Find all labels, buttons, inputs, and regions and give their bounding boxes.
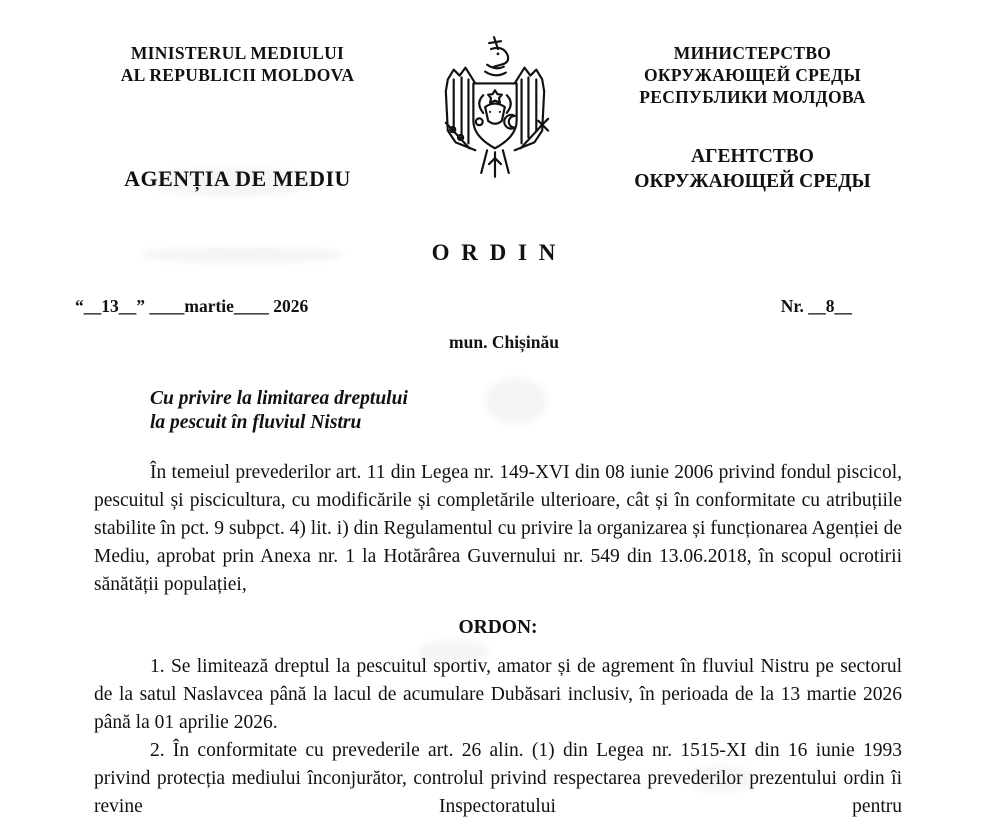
agency-name-ru (570, 144, 935, 194)
ministry-name-ro-line-1: MINISTERUL MEDIULUI (130, 43, 345, 63)
date-number-row (0, 296, 990, 317)
order-item-1: 1. Se limitează dreptul la pescuitul sportiv, amator și de agrement în fluviul Nistru pe sectorul de la satul Naslavcea până la lacul de acumulare Dubăsari inclusiv, în perioada de la 13 martie 2026 până la 01 aprilie 2026. (94, 656, 902, 733)
place-line: mun. Chișinău (449, 332, 559, 352)
subject-line-1: Cu privire la limitarea dreptului (150, 388, 408, 409)
ministry-name-ru-line-3: РЕСПУБЛИКИ МОЛДОВА (639, 87, 866, 107)
order-number-field: Nr. __8__ (780, 296, 852, 316)
agency-name-ru-line-2: ОКРУЖАЮЩЕЙ СРЕДЫ (634, 171, 871, 192)
order-body (0, 459, 990, 821)
subject-line-2: la pescuit în fluviul Nistru (150, 412, 362, 433)
letterhead-right-column (570, 34, 935, 198)
preamble-paragraph: În temeiul prevederilor art. 11 din Legea nr. 149-XVI din 08 iunie 2006 privind fondul piscicol, pescuitul și piscicultura, cu modificările și completările ulterioare, cât și în conformitate cu atribuțiile stabilite în pct. 9 subpct. 4) lit. i) din Regulamentul cu privire la organizarea și funcționarea Agenției de Mediu, aprobat prin Anexa nr. 1 la Hotărârea Guvernului nr. 549 din 13.06.2018, în scopul ocrotirii sănătății populației, (94, 462, 902, 595)
ministry-name-ru (570, 42, 935, 108)
letterhead-left-column (55, 34, 420, 198)
order-item-2: 2. În conformitate cu prevederile art. 26 alin. (1) din Legea nr. 1515-XI din 16 iunie 1993 privind protecția mediului înconjurător, controlul privind respectarea prevederilor prezentului ordin îi revine Inspectoratului pentru (94, 740, 902, 817)
ordon-heading: ORDON: (458, 617, 538, 638)
ministry-name-ro-line-2: AL REPUBLICII MOLDOVA (120, 65, 355, 85)
moldova-coat-of-arms-icon (420, 34, 570, 198)
agency-name-ro: AGENȚIA DE MEDIU (124, 166, 351, 191)
order-title: O R D I N (431, 240, 559, 265)
letterhead (0, 34, 990, 198)
order-date-field: “__13__” ____martie____ 2026 (75, 296, 309, 316)
ministry-name-ro (55, 42, 420, 86)
ministry-name-ru-line-2: ОКРУЖАЮЩЕЙ СРЕДЫ (644, 65, 861, 85)
ministry-name-ru-line-1: МИНИСТЕРСТВО (673, 43, 832, 63)
agency-name-ru-line-1: АГЕНТСТВО (691, 146, 814, 167)
subject-block (150, 387, 990, 435)
